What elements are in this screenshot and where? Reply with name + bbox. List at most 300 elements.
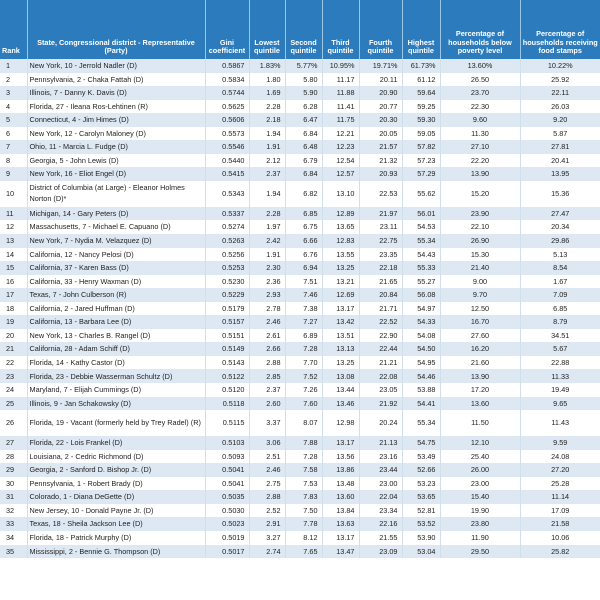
table-row (0, 397, 600, 411)
table-row (0, 181, 600, 207)
gini-cell: 0.5546 (205, 140, 249, 154)
third-quintile-cell: 13.86 (322, 463, 359, 477)
food-stamps-cell: 20.34 (520, 220, 600, 234)
second-quintile-cell: 7.78 (285, 517, 322, 531)
gini-cell: 0.5337 (205, 207, 249, 221)
third-quintile-cell: 13.13 (322, 342, 359, 356)
third-quintile-cell: 13.56 (322, 450, 359, 464)
rank-cell: 8 (0, 154, 27, 168)
lowest-quintile-cell: 2.91 (249, 517, 285, 531)
poverty-cell: 16.20 (440, 342, 520, 356)
table-row (0, 288, 600, 302)
rank-cell: 18 (0, 302, 27, 316)
table-row (0, 275, 600, 289)
lowest-quintile-cell: 2.12 (249, 154, 285, 168)
table-row (0, 100, 600, 114)
third-quintile-cell: 13.44 (322, 383, 359, 397)
third-quintile-cell: 13.21 (322, 275, 359, 289)
table-row (0, 248, 600, 262)
fourth-quintile-cell: 20.90 (359, 86, 402, 100)
second-quintile-cell: 7.46 (285, 288, 322, 302)
second-quintile-cell: 6.85 (285, 207, 322, 221)
poverty-cell: 26.90 (440, 234, 520, 248)
gini-cell: 0.5179 (205, 302, 249, 316)
poverty-cell: 17.20 (440, 383, 520, 397)
fourth-quintile-cell: 22.16 (359, 517, 402, 531)
district-cell: Florida, 22 - Lois Frankel (D) (27, 436, 205, 450)
highest-quintile-cell: 55.34 (402, 410, 440, 436)
gini-cell: 0.5229 (205, 288, 249, 302)
food-stamps-cell: 25.92 (520, 73, 600, 87)
fourth-quintile-cell: 23.11 (359, 220, 402, 234)
lowest-quintile-cell: 2.85 (249, 369, 285, 383)
highest-quintile-cell: 53.23 (402, 477, 440, 491)
header-poverty: Percentage of households below poverty level (440, 0, 520, 59)
district-cell: New York, 7 - Nydia M. Velazquez (D) (27, 234, 205, 248)
food-stamps-cell: 24.08 (520, 450, 600, 464)
district-cell: New York, 10 - Jerrold Nadler (D) (27, 59, 205, 73)
second-quintile-cell: 6.66 (285, 234, 322, 248)
poverty-cell: 12.10 (440, 436, 520, 450)
highest-quintile-cell: 57.82 (402, 140, 440, 154)
table-row (0, 59, 600, 73)
gini-cell: 0.5143 (205, 356, 249, 370)
highest-quintile-cell: 59.25 (402, 100, 440, 114)
poverty-cell: 27.60 (440, 329, 520, 343)
poverty-cell: 21.40 (440, 261, 520, 275)
lowest-quintile-cell: 2.88 (249, 490, 285, 504)
rank-cell: 3 (0, 86, 27, 100)
rank-cell: 20 (0, 329, 27, 343)
lowest-quintile-cell: 3.37 (249, 410, 285, 436)
table-row (0, 127, 600, 141)
poverty-cell: 25.40 (440, 450, 520, 464)
second-quintile-cell: 6.47 (285, 113, 322, 127)
food-stamps-cell: 29.86 (520, 234, 600, 248)
fourth-quintile-cell: 21.13 (359, 436, 402, 450)
rank-cell: 30 (0, 477, 27, 491)
table-row (0, 86, 600, 100)
highest-quintile-cell: 59.64 (402, 86, 440, 100)
gini-cell: 0.5151 (205, 329, 249, 343)
gini-cell: 0.5274 (205, 220, 249, 234)
table-row (0, 302, 600, 316)
second-quintile-cell: 6.84 (285, 167, 322, 181)
food-stamps-cell: 6.85 (520, 302, 600, 316)
rank-cell: 2 (0, 73, 27, 87)
second-quintile-cell: 6.48 (285, 140, 322, 154)
poverty-cell: 9.00 (440, 275, 520, 289)
second-quintile-cell: 6.75 (285, 220, 322, 234)
table-row (0, 517, 600, 531)
food-stamps-cell: 15.36 (520, 181, 600, 207)
rank-cell: 17 (0, 288, 27, 302)
highest-quintile-cell: 56.01 (402, 207, 440, 221)
highest-quintile-cell: 54.08 (402, 329, 440, 343)
gini-cell: 0.5035 (205, 490, 249, 504)
district-cell: California, 2 - Jared Huffman (D) (27, 302, 205, 316)
lowest-quintile-cell: 1.83% (249, 59, 285, 73)
poverty-cell: 13.60 (440, 397, 520, 411)
second-quintile-cell: 7.28 (285, 342, 322, 356)
second-quintile-cell: 6.79 (285, 154, 322, 168)
rank-cell: 23 (0, 369, 27, 383)
district-cell: Texas, 7 - John Culberson (R) (27, 288, 205, 302)
poverty-cell: 15.40 (440, 490, 520, 504)
header-fourth-quintile: Fourth quintile (359, 0, 402, 59)
highest-quintile-cell: 54.53 (402, 220, 440, 234)
lowest-quintile-cell: 1.69 (249, 86, 285, 100)
highest-quintile-cell: 57.29 (402, 167, 440, 181)
fourth-quintile-cell: 22.90 (359, 329, 402, 343)
third-quintile-cell: 13.55 (322, 248, 359, 262)
food-stamps-cell: 34.51 (520, 329, 600, 343)
food-stamps-cell: 17.09 (520, 504, 600, 518)
district-cell: New York, 13 - Charles B. Rangel (D) (27, 329, 205, 343)
second-quintile-cell: 7.28 (285, 450, 322, 464)
food-stamps-cell: 7.09 (520, 288, 600, 302)
table-row (0, 356, 600, 370)
table-row (0, 261, 600, 275)
second-quintile-cell: 7.58 (285, 463, 322, 477)
gini-cell: 0.5230 (205, 275, 249, 289)
district-cell: Texas, 18 - Sheila Jackson Lee (D) (27, 517, 205, 531)
second-quintile-cell: 8.12 (285, 531, 322, 545)
fourth-quintile-cell: 21.97 (359, 207, 402, 221)
food-stamps-cell: 8.79 (520, 315, 600, 329)
table-row (0, 220, 600, 234)
third-quintile-cell: 12.57 (322, 167, 359, 181)
poverty-cell: 21.60 (440, 356, 520, 370)
third-quintile-cell: 12.83 (322, 234, 359, 248)
food-stamps-cell: 9.59 (520, 436, 600, 450)
third-quintile-cell: 13.25 (322, 261, 359, 275)
rank-cell: 12 (0, 220, 27, 234)
third-quintile-cell: 12.54 (322, 154, 359, 168)
fourth-quintile-cell: 23.34 (359, 504, 402, 518)
food-stamps-cell: 5.13 (520, 248, 600, 262)
district-cell: Illinois, 7 - Danny K. Davis (D) (27, 86, 205, 100)
fourth-quintile-cell: 23.35 (359, 248, 402, 262)
lowest-quintile-cell: 1.97 (249, 220, 285, 234)
gini-cell: 0.5253 (205, 261, 249, 275)
lowest-quintile-cell: 2.42 (249, 234, 285, 248)
table-row (0, 436, 600, 450)
lowest-quintile-cell: 2.88 (249, 356, 285, 370)
highest-quintile-cell: 55.34 (402, 234, 440, 248)
fourth-quintile-cell: 22.08 (359, 369, 402, 383)
second-quintile-cell: 6.89 (285, 329, 322, 343)
poverty-cell: 12.50 (440, 302, 520, 316)
third-quintile-cell: 12.89 (322, 207, 359, 221)
gini-cell: 0.5041 (205, 463, 249, 477)
rank-cell: 4 (0, 100, 27, 114)
food-stamps-cell: 25.82 (520, 545, 600, 559)
fourth-quintile-cell: 22.52 (359, 315, 402, 329)
district-cell: Florida, 27 - Ileana Ros-Lehtinen (R) (27, 100, 205, 114)
food-stamps-cell: 8.54 (520, 261, 600, 275)
rank-cell: 6 (0, 127, 27, 141)
gini-cell: 0.5606 (205, 113, 249, 127)
district-cell: New York, 16 - Eliot Engel (D) (27, 167, 205, 181)
fourth-quintile-cell: 20.77 (359, 100, 402, 114)
gini-cell: 0.5834 (205, 73, 249, 87)
poverty-cell: 27.10 (440, 140, 520, 154)
poverty-cell: 9.60 (440, 113, 520, 127)
lowest-quintile-cell: 3.06 (249, 436, 285, 450)
lowest-quintile-cell: 2.37 (249, 383, 285, 397)
table-row (0, 369, 600, 383)
rank-cell: 26 (0, 410, 27, 436)
highest-quintile-cell: 52.66 (402, 463, 440, 477)
third-quintile-cell: 11.17 (322, 73, 359, 87)
gini-cell: 0.5573 (205, 127, 249, 141)
third-quintile-cell: 13.51 (322, 329, 359, 343)
highest-quintile-cell: 54.41 (402, 397, 440, 411)
district-cell: Massachusetts, 7 - Michael E. Capuano (D) (27, 220, 205, 234)
gini-cell: 0.5103 (205, 436, 249, 450)
rank-cell: 10 (0, 181, 27, 207)
lowest-quintile-cell: 2.36 (249, 275, 285, 289)
food-stamps-cell: 27.47 (520, 207, 600, 221)
district-cell: Louisiana, 2 - Cedric Richmond (D) (27, 450, 205, 464)
poverty-cell: 29.50 (440, 545, 520, 559)
food-stamps-cell: 21.58 (520, 517, 600, 531)
table-row (0, 531, 600, 545)
lowest-quintile-cell: 2.93 (249, 288, 285, 302)
highest-quintile-cell: 61.12 (402, 73, 440, 87)
gini-cell: 0.5023 (205, 517, 249, 531)
third-quintile-cell: 12.23 (322, 140, 359, 154)
district-cell: Maryland, 7 - Elijah Cummings (D) (27, 383, 205, 397)
highest-quintile-cell: 59.05 (402, 127, 440, 141)
rank-cell: 5 (0, 113, 27, 127)
third-quintile-cell: 12.69 (322, 288, 359, 302)
district-cell: California, 28 - Adam Schiff (D) (27, 342, 205, 356)
highest-quintile-cell: 57.23 (402, 154, 440, 168)
highest-quintile-cell: 54.75 (402, 436, 440, 450)
gini-cell: 0.5120 (205, 383, 249, 397)
rank-cell: 9 (0, 167, 27, 181)
district-cell: New Jersey, 10 - Donald Payne Jr. (D) (27, 504, 205, 518)
lowest-quintile-cell: 2.37 (249, 167, 285, 181)
second-quintile-cell: 7.26 (285, 383, 322, 397)
third-quintile-cell: 13.10 (322, 181, 359, 207)
rank-cell: 35 (0, 545, 27, 559)
header-district: State, Congressional district - Representative (Party) (27, 0, 205, 59)
header-row (0, 0, 600, 59)
poverty-cell: 11.50 (440, 410, 520, 436)
rank-cell: 32 (0, 504, 27, 518)
highest-quintile-cell: 54.97 (402, 302, 440, 316)
district-cell: Pennsylvania, 1 - Robert Brady (D) (27, 477, 205, 491)
district-cell: Pennsylvania, 2 - Chaka Fattah (D) (27, 73, 205, 87)
food-stamps-cell: 5.67 (520, 342, 600, 356)
food-stamps-cell: 11.33 (520, 369, 600, 383)
fourth-quintile-cell: 22.75 (359, 234, 402, 248)
third-quintile-cell: 12.21 (322, 127, 359, 141)
fourth-quintile-cell: 20.84 (359, 288, 402, 302)
poverty-cell: 9.70 (440, 288, 520, 302)
lowest-quintile-cell: 2.75 (249, 477, 285, 491)
food-stamps-cell: 22.88 (520, 356, 600, 370)
fourth-quintile-cell: 23.16 (359, 450, 402, 464)
highest-quintile-cell: 53.49 (402, 450, 440, 464)
second-quintile-cell: 7.27 (285, 315, 322, 329)
lowest-quintile-cell: 2.61 (249, 329, 285, 343)
district-cell: Florida, 14 - Kathy Castor (D) (27, 356, 205, 370)
fourth-quintile-cell: 21.55 (359, 531, 402, 545)
gini-cell: 0.5343 (205, 181, 249, 207)
second-quintile-cell: 7.50 (285, 504, 322, 518)
header-third-quintile: Third quintile (322, 0, 359, 59)
district-cell: California, 37 - Karen Bass (D) (27, 261, 205, 275)
poverty-cell: 22.10 (440, 220, 520, 234)
fourth-quintile-cell: 22.18 (359, 261, 402, 275)
food-stamps-cell: 9.20 (520, 113, 600, 127)
header-rank: Rank (0, 0, 27, 59)
third-quintile-cell: 13.47 (322, 545, 359, 559)
gini-cell: 0.5440 (205, 154, 249, 168)
table-row (0, 140, 600, 154)
table-row (0, 545, 600, 559)
highest-quintile-cell: 61.73% (402, 59, 440, 73)
third-quintile-cell: 13.46 (322, 397, 359, 411)
rank-cell: 1 (0, 59, 27, 73)
rank-cell: 15 (0, 261, 27, 275)
table-row (0, 207, 600, 221)
food-stamps-cell: 19.49 (520, 383, 600, 397)
highest-quintile-cell: 53.65 (402, 490, 440, 504)
district-cell: Florida, 23 - Debbie Wasserman Schultz (D) (27, 369, 205, 383)
second-quintile-cell: 7.65 (285, 545, 322, 559)
district-cell: Illinois, 9 - Jan Schakowsky (D) (27, 397, 205, 411)
table-row (0, 342, 600, 356)
food-stamps-cell: 20.41 (520, 154, 600, 168)
district-cell: District of Columbia (at Large) - Eleanor Holmes Norton (D)* (27, 181, 205, 207)
second-quintile-cell: 7.70 (285, 356, 322, 370)
table-body (0, 59, 600, 558)
district-cell: New York, 12 - Carolyn Maloney (D) (27, 127, 205, 141)
poverty-cell: 19.90 (440, 504, 520, 518)
rank-cell: 13 (0, 234, 27, 248)
gini-cell: 0.5118 (205, 397, 249, 411)
gini-cell: 0.5149 (205, 342, 249, 356)
table-row (0, 504, 600, 518)
lowest-quintile-cell: 2.46 (249, 463, 285, 477)
gini-cell: 0.5415 (205, 167, 249, 181)
lowest-quintile-cell: 2.52 (249, 504, 285, 518)
gini-cell: 0.5030 (205, 504, 249, 518)
lowest-quintile-cell: 1.80 (249, 73, 285, 87)
lowest-quintile-cell: 1.91 (249, 140, 285, 154)
fourth-quintile-cell: 23.05 (359, 383, 402, 397)
gini-cell: 0.5263 (205, 234, 249, 248)
district-cell: Florida, 19 - Vacant (formerly held by Trey Radel) (R) (27, 410, 205, 436)
second-quintile-cell: 6.94 (285, 261, 322, 275)
poverty-cell: 15.30 (440, 248, 520, 262)
lowest-quintile-cell: 3.27 (249, 531, 285, 545)
header-second-quintile: Second quintile (285, 0, 322, 59)
table-row (0, 463, 600, 477)
table-row (0, 383, 600, 397)
table-row (0, 154, 600, 168)
third-quintile-cell: 13.60 (322, 490, 359, 504)
food-stamps-cell: 13.95 (520, 167, 600, 181)
poverty-cell: 22.20 (440, 154, 520, 168)
district-cell: California, 33 - Henry Waxman (D) (27, 275, 205, 289)
third-quintile-cell: 11.88 (322, 86, 359, 100)
food-stamps-cell: 27.20 (520, 463, 600, 477)
highest-quintile-cell: 55.62 (402, 181, 440, 207)
rank-cell: 25 (0, 397, 27, 411)
poverty-cell: 11.90 (440, 531, 520, 545)
lowest-quintile-cell: 2.74 (249, 545, 285, 559)
food-stamps-cell: 10.06 (520, 531, 600, 545)
rank-cell: 21 (0, 342, 27, 356)
highest-quintile-cell: 55.27 (402, 275, 440, 289)
rank-cell: 7 (0, 140, 27, 154)
third-quintile-cell: 11.75 (322, 113, 359, 127)
rank-cell: 29 (0, 463, 27, 477)
fourth-quintile-cell: 21.57 (359, 140, 402, 154)
poverty-cell: 26.50 (440, 73, 520, 87)
highest-quintile-cell: 54.50 (402, 342, 440, 356)
header-food-stamps: Percentage of households receiving food stamps (520, 0, 600, 59)
gini-cell: 0.5744 (205, 86, 249, 100)
gini-cell: 0.5017 (205, 545, 249, 559)
food-stamps-cell: 11.14 (520, 490, 600, 504)
highest-quintile-cell: 56.08 (402, 288, 440, 302)
highest-quintile-cell: 53.88 (402, 383, 440, 397)
second-quintile-cell: 7.88 (285, 436, 322, 450)
table-row (0, 477, 600, 491)
third-quintile-cell: 10.95% (322, 59, 359, 73)
table-row (0, 234, 600, 248)
gini-cell: 0.5093 (205, 450, 249, 464)
district-cell: Michigan, 14 - Gary Peters (D) (27, 207, 205, 221)
poverty-cell: 23.80 (440, 517, 520, 531)
highest-quintile-cell: 55.33 (402, 261, 440, 275)
district-cell: Colorado, 1 - Diana DeGette (D) (27, 490, 205, 504)
highest-quintile-cell: 53.04 (402, 545, 440, 559)
fourth-quintile-cell: 20.93 (359, 167, 402, 181)
food-stamps-cell: 9.65 (520, 397, 600, 411)
third-quintile-cell: 12.98 (322, 410, 359, 436)
third-quintile-cell: 13.08 (322, 369, 359, 383)
gini-cell: 0.5019 (205, 531, 249, 545)
gini-cell: 0.5256 (205, 248, 249, 262)
third-quintile-cell: 13.25 (322, 356, 359, 370)
poverty-cell: 13.90 (440, 369, 520, 383)
lowest-quintile-cell: 1.94 (249, 127, 285, 141)
second-quintile-cell: 7.60 (285, 397, 322, 411)
fourth-quintile-cell: 22.04 (359, 490, 402, 504)
highest-quintile-cell: 53.52 (402, 517, 440, 531)
rank-cell: 31 (0, 490, 27, 504)
district-cell: Mississippi, 2 - Bennie G. Thompson (D) (27, 545, 205, 559)
fourth-quintile-cell: 22.44 (359, 342, 402, 356)
district-cell: Florida, 18 - Patrick Murphy (D) (27, 531, 205, 545)
lowest-quintile-cell: 2.60 (249, 397, 285, 411)
fourth-quintile-cell: 23.00 (359, 477, 402, 491)
second-quintile-cell: 5.80 (285, 73, 322, 87)
fourth-quintile-cell: 20.30 (359, 113, 402, 127)
food-stamps-cell: 1.67 (520, 275, 600, 289)
poverty-cell: 26.00 (440, 463, 520, 477)
fourth-quintile-cell: 20.24 (359, 410, 402, 436)
third-quintile-cell: 13.17 (322, 531, 359, 545)
